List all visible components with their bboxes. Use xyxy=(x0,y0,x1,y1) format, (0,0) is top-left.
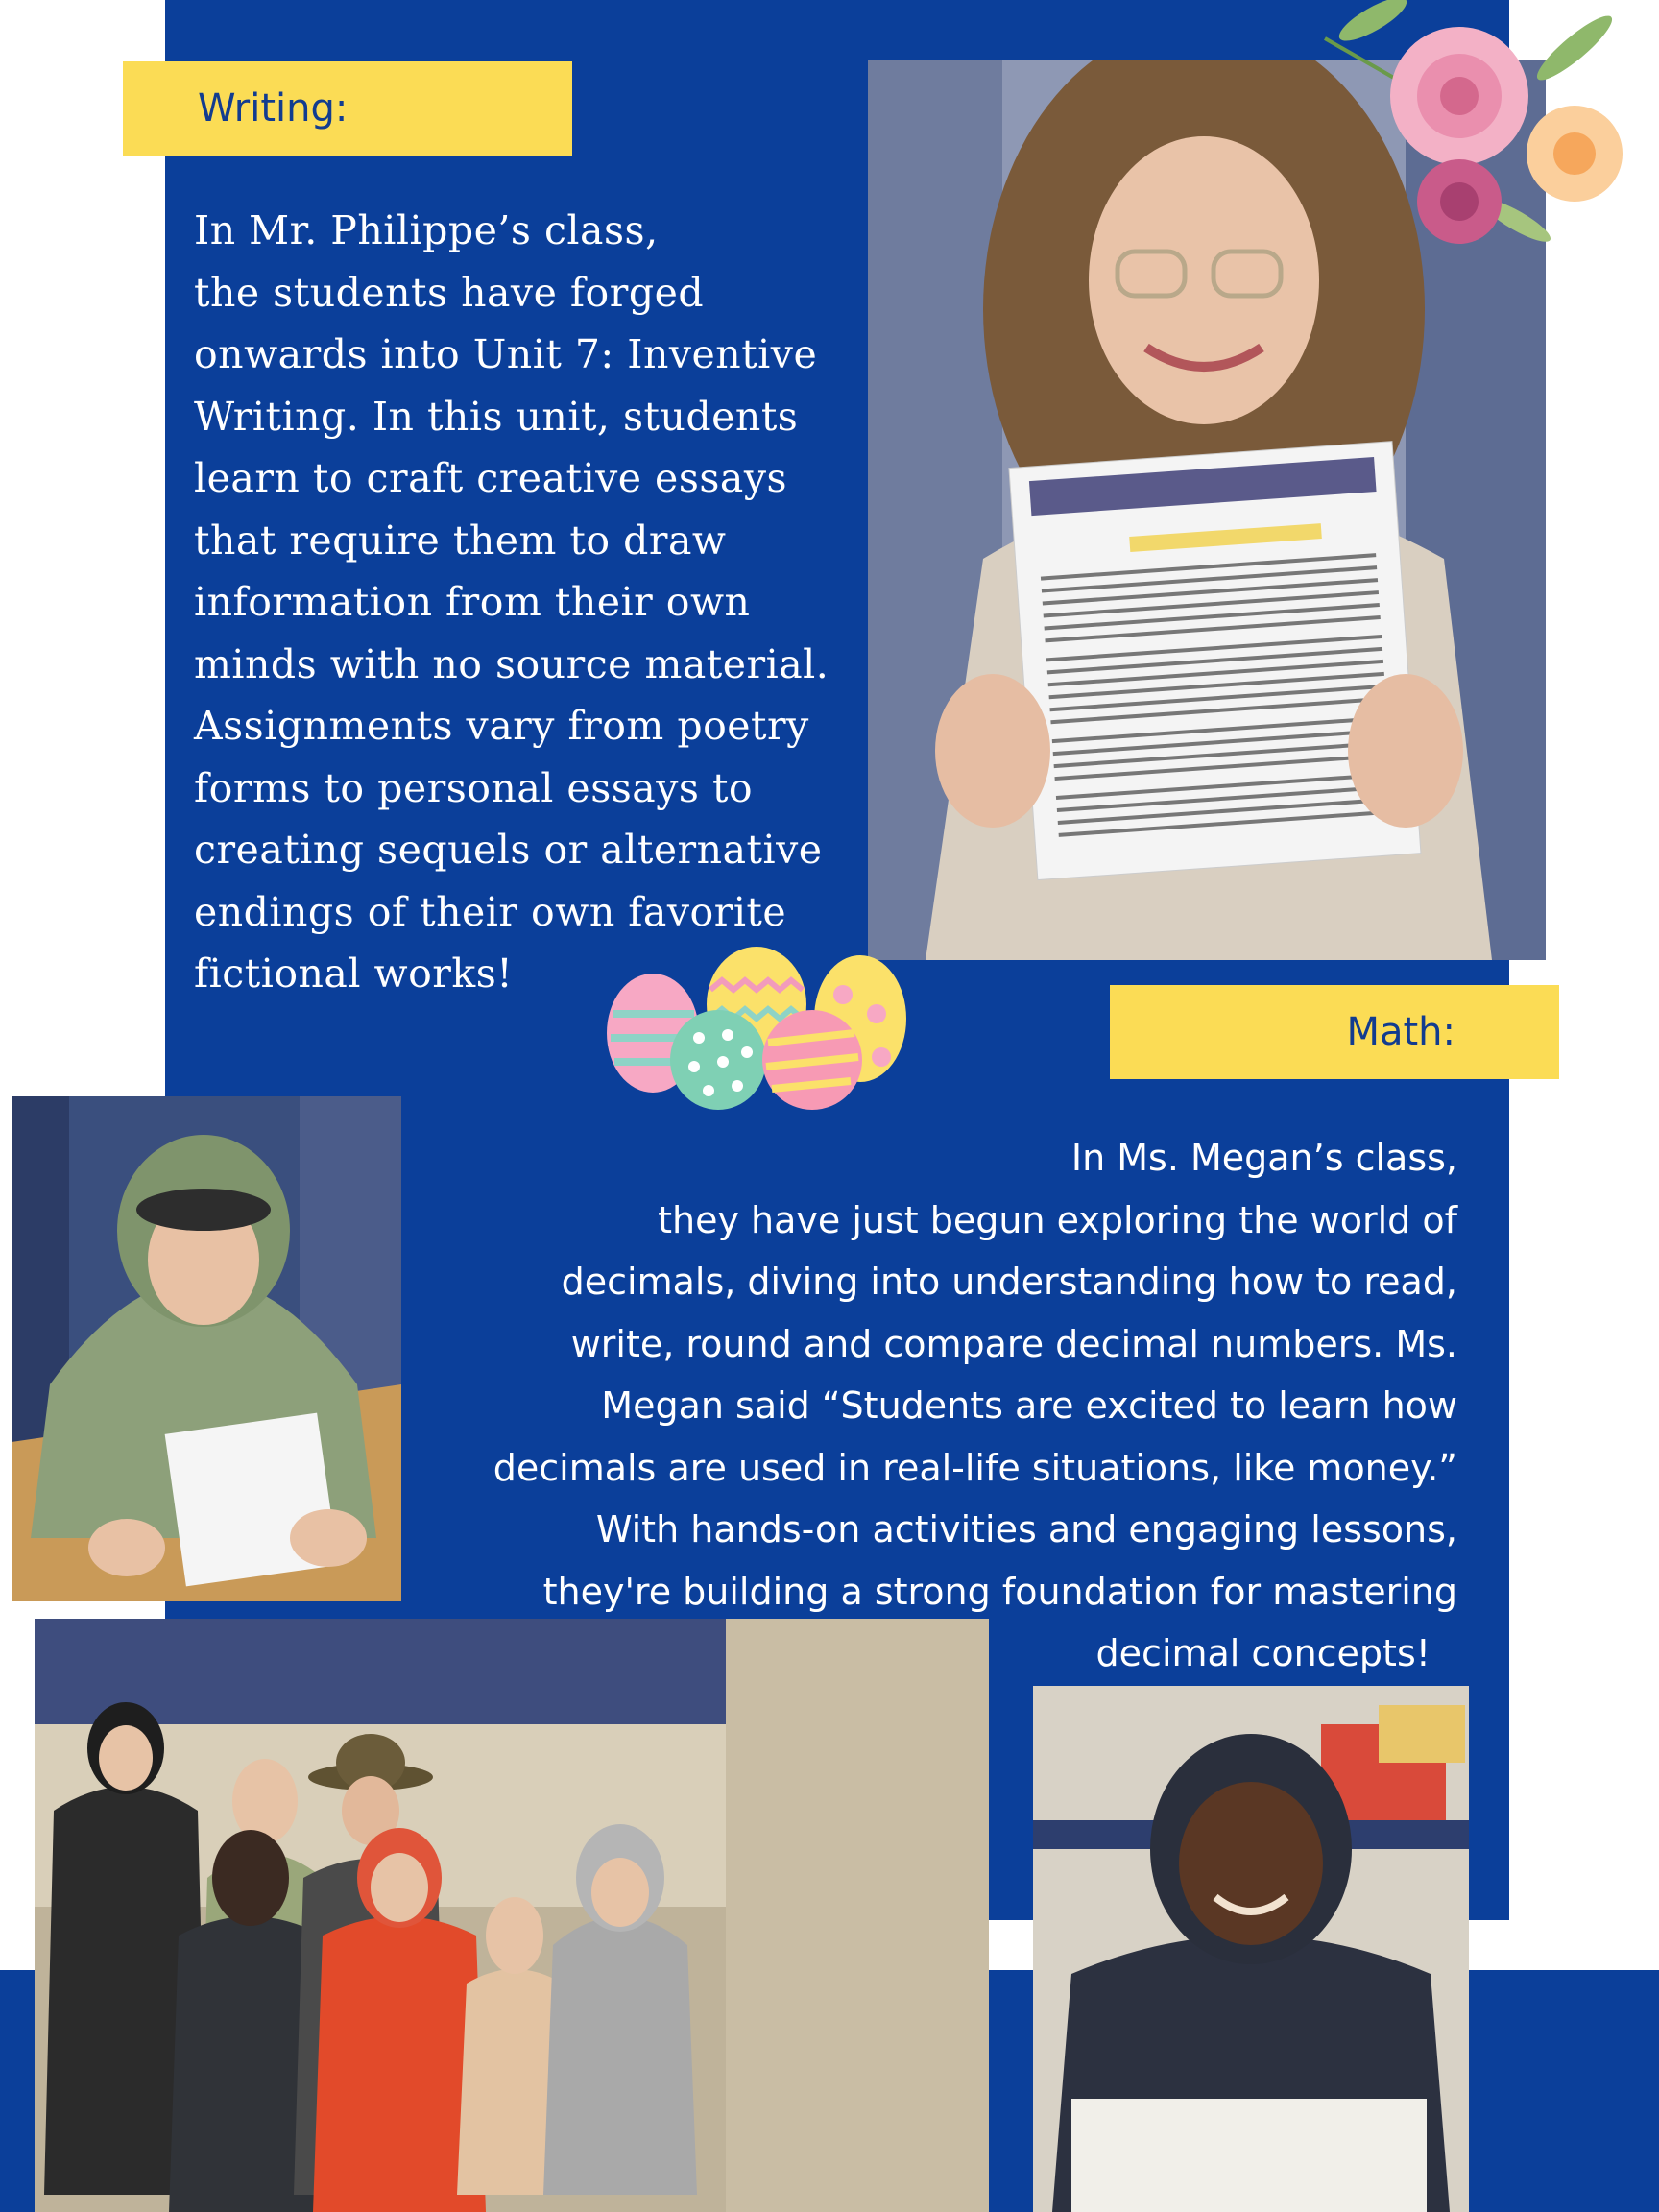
writing-label-text: Writing: xyxy=(198,86,349,131)
flower-decoration xyxy=(1286,0,1651,259)
writing-line: information from their own xyxy=(194,579,751,625)
math-section-label xyxy=(1110,985,1559,1079)
math-line: decimal concepts! xyxy=(1095,1632,1431,1674)
writing-line: minds with no source material. xyxy=(194,640,830,687)
writing-line: fictional works! xyxy=(194,950,514,997)
writing-line: learn to craft creative essays xyxy=(194,455,788,501)
writing-line: In Mr. Philippe’s class, xyxy=(194,207,659,253)
student-green-hoodie-photo xyxy=(12,1096,401,1601)
math-line: they have just begun exploring the world of xyxy=(658,1198,1457,1241)
easter-eggs-decoration xyxy=(603,947,910,1112)
writing-line: Assignments vary from poetry xyxy=(194,703,809,749)
math-line: they're building a strong foundation for mastering xyxy=(542,1570,1457,1613)
writing-line: that require them to draw xyxy=(194,517,727,564)
writing-line: forms to personal essays to xyxy=(194,764,754,811)
math-line: Megan said “Students are excited to learn how xyxy=(601,1384,1457,1427)
writing-line: Writing. In this unit, students xyxy=(194,393,799,440)
math-line: write, round and compare decimal numbers. Ms. xyxy=(570,1322,1457,1365)
math-label-text: Math: xyxy=(1346,1010,1455,1054)
writing-line: creating sequels or alternative xyxy=(194,827,823,873)
writing-body-text xyxy=(194,200,876,1005)
student-smiling-photo xyxy=(1033,1686,1469,2212)
writing-line: the students have forged xyxy=(194,269,705,316)
math-line: decimals, diving into understanding how to read, xyxy=(561,1261,1457,1303)
math-line: In Ms. Megan’s class, xyxy=(1070,1137,1457,1179)
writing-section-label xyxy=(123,61,572,156)
writing-line: onwards into Unit 7: Inventive xyxy=(194,331,818,377)
math-line: With hands-on activities and engaging lessons, xyxy=(595,1508,1457,1551)
group-students-photo xyxy=(35,1619,989,2212)
writing-line: endings of their own favorite xyxy=(194,888,787,935)
math-line: decimals are used in real-life situations, like money.” xyxy=(493,1446,1457,1489)
